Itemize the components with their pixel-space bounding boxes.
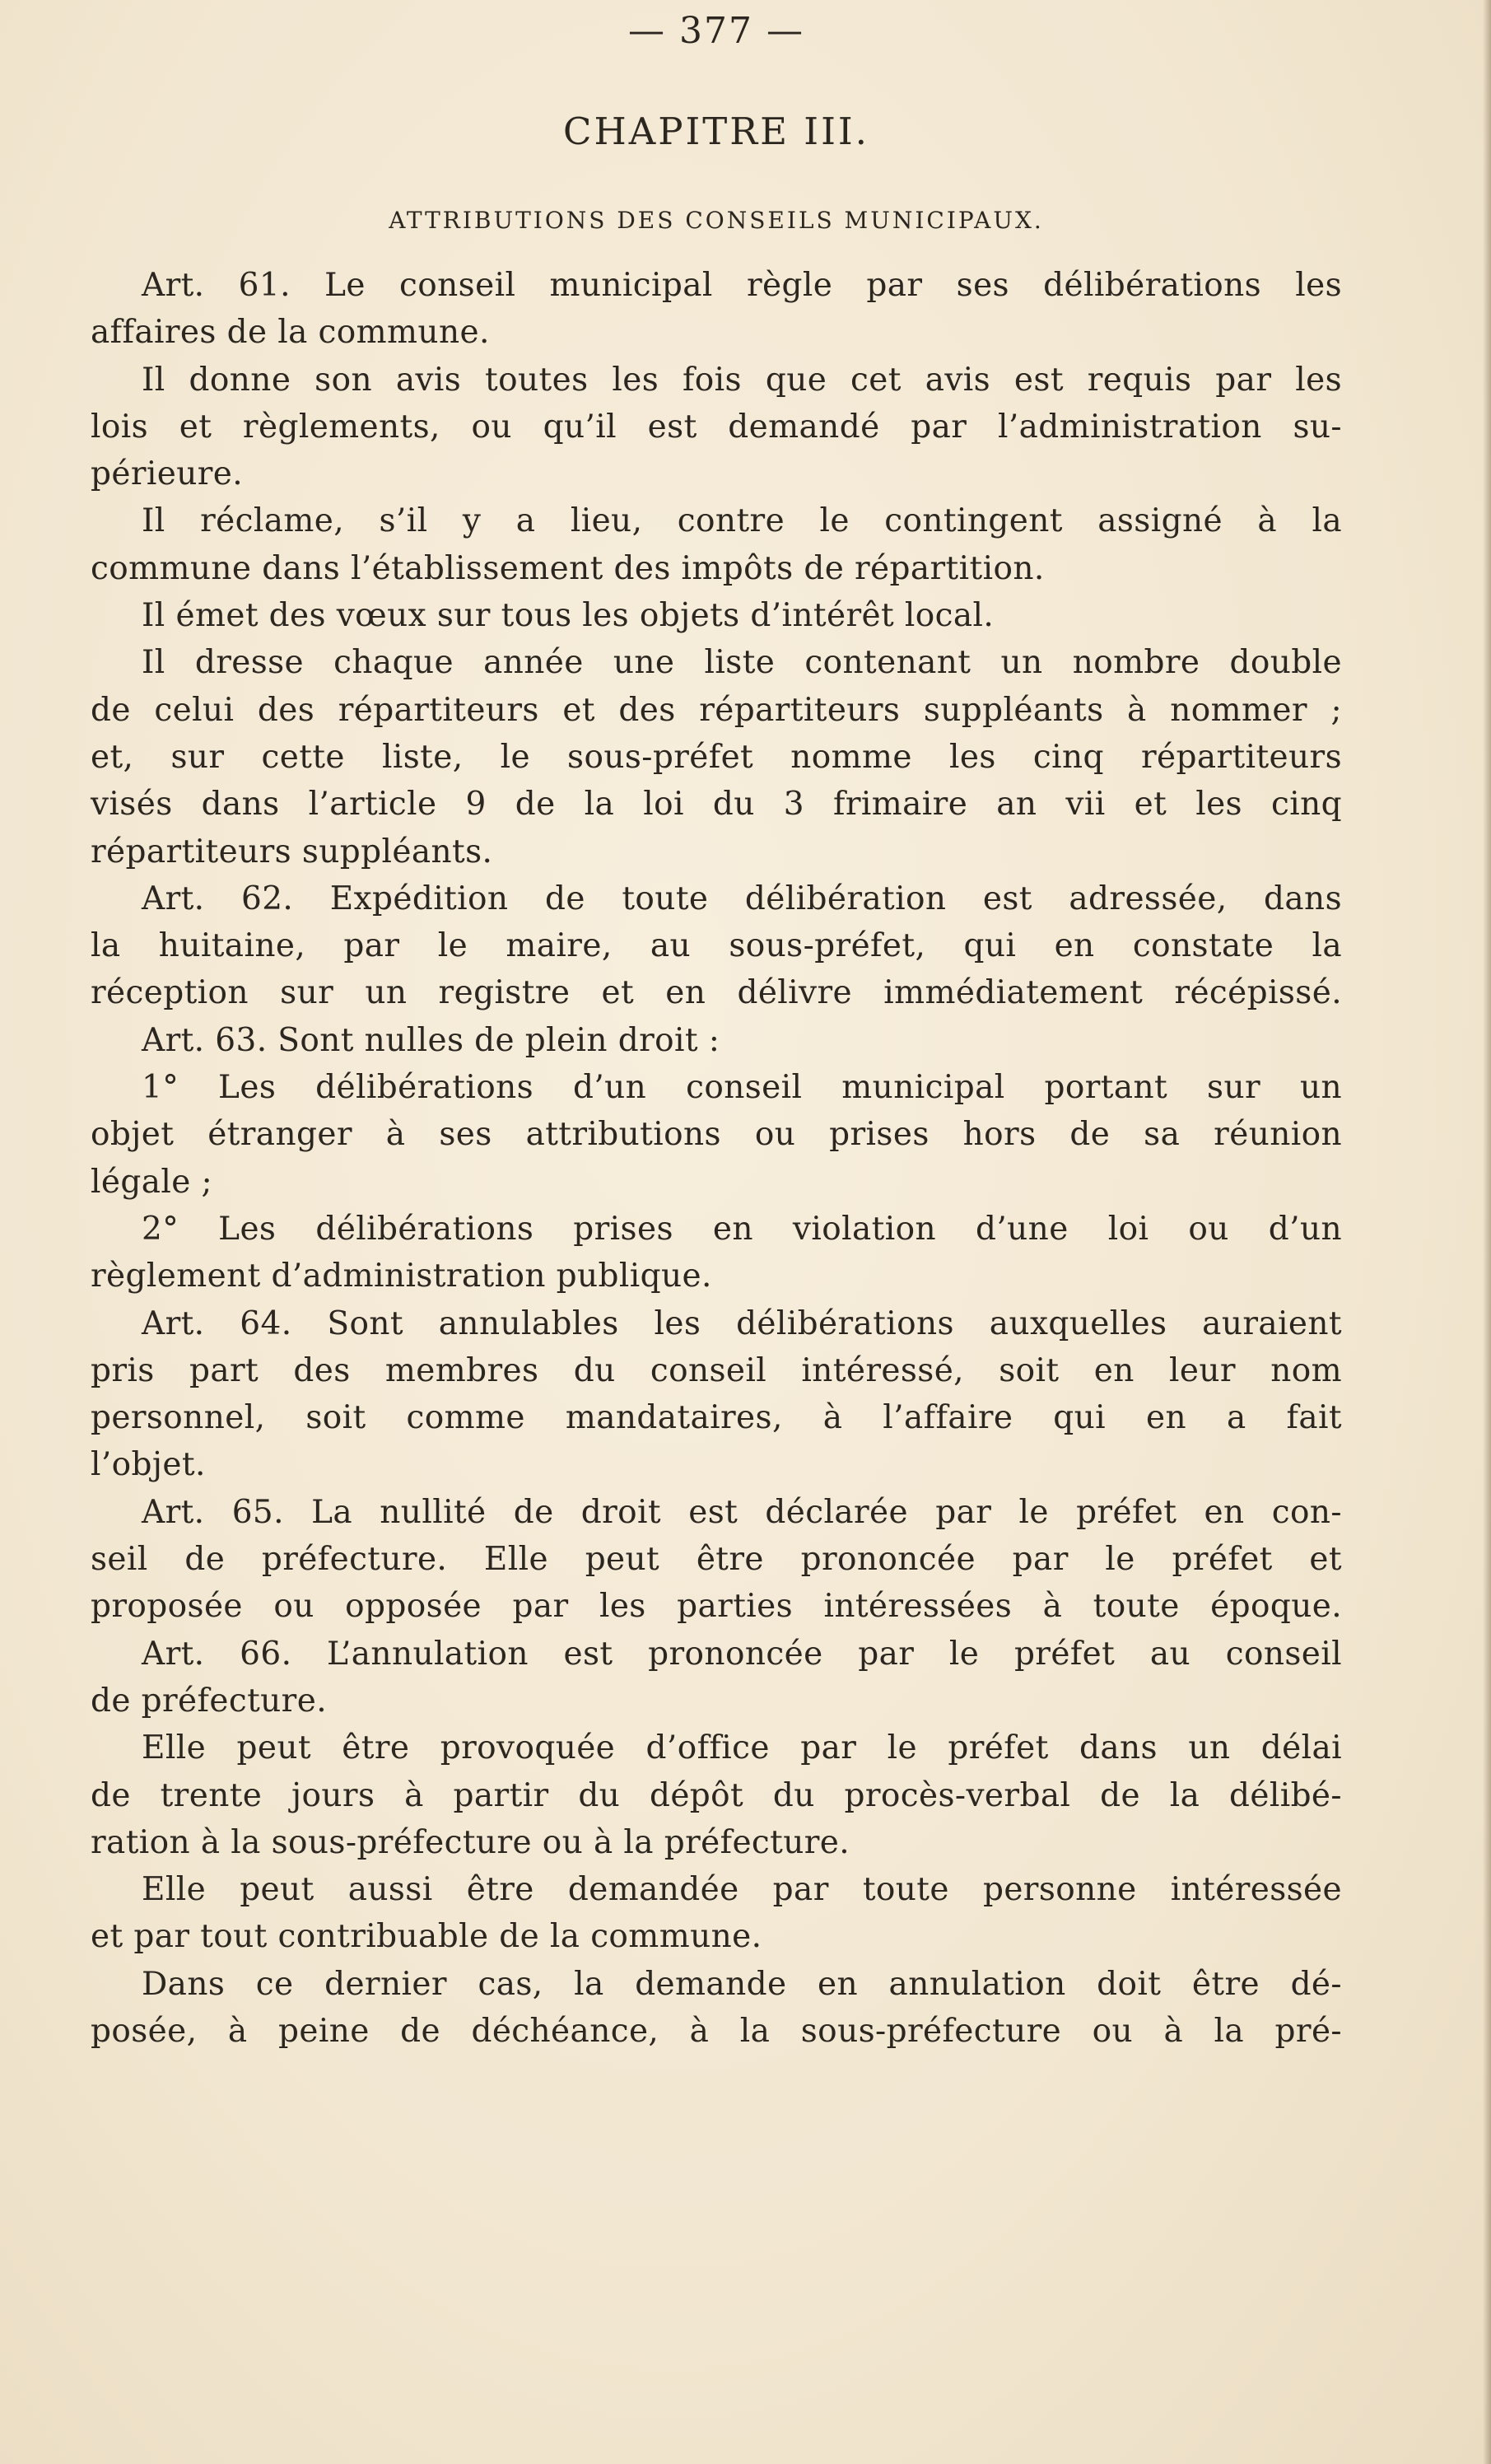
text-line: 1° Les délibérations d’un conseil municipal portant sur un xyxy=(142,1069,1342,1107)
text-line: ration à la sous-préfecture ou à la préfecture. xyxy=(91,1823,850,1861)
page-number: — 377 — xyxy=(628,10,804,52)
text-line: Art. 66. L’annulation est prononcée par le préfet au conseil xyxy=(142,1635,1342,1673)
text-line: commune dans l’établissement des impôts de répartition. xyxy=(91,549,1045,587)
text-line: Art. 65. La nullité de droit est déclarée par le préfet en con- xyxy=(142,1493,1342,1531)
text-line: répartiteurs suppléants. xyxy=(91,833,493,870)
chapter-title: CHAPITRE III. xyxy=(563,110,869,153)
text-line: Art. 63. Sont nulles de plein droit : xyxy=(142,1021,720,1059)
text-line: de trente jours à partir du dépôt du procès-verbal de la délibé- xyxy=(91,1776,1342,1814)
text-line: pris part des membres du conseil intéressé, soit en leur nom xyxy=(91,1351,1342,1389)
text-line: visés dans l’article 9 de la loi du 3 frimaire an vii et les cinq xyxy=(91,786,1342,824)
text-line: Art. 62. Expédition de toute délibération est adressée, dans xyxy=(142,880,1342,917)
text-line: 2° Les délibérations prises en violation d’une loi ou d’un xyxy=(142,1210,1342,1248)
text-line: proposée ou opposée par les parties intéressées à toute époque. xyxy=(91,1588,1342,1626)
text-line: Art. 61. Le conseil municipal règle par ses délibérations les xyxy=(142,267,1342,304)
text-line: objet étranger à ses attributions ou prises hors de sa réunion xyxy=(91,1116,1342,1154)
text-line: lois et règlements, ou qu’il est demandé par l’administration su- xyxy=(91,408,1342,446)
section-heading: ATTRIBUTIONS DES CONSEILS MUNICIPAUX. xyxy=(389,207,1044,234)
text-line: règlement d’administration publique. xyxy=(91,1258,712,1295)
text-line: Il émet des vœux sur tous les objets d’intérêt local. xyxy=(142,597,995,635)
text-line: personnel, soit comme mandataires, à l’affaire qui en a fait xyxy=(91,1399,1342,1437)
text-line: Elle peut être provoquée d’office par le préfet dans un délai xyxy=(142,1729,1342,1767)
page-edge-shadow xyxy=(1483,0,1491,2464)
body-text xyxy=(91,262,1342,2055)
text-line: Elle peut aussi être demandée par toute personne intéressée xyxy=(142,1871,1342,1909)
text-line: et par tout contribuable de la commune. xyxy=(91,1918,762,1956)
text-line: Il dresse chaque année une liste contenant un nombre double xyxy=(142,644,1342,682)
text-line: la huitaine, par le maire, au sous-préfet, qui en constate la xyxy=(91,927,1342,965)
text-line: et, sur cette liste, le sous-préfet nomme les cinq répartiteurs xyxy=(91,738,1342,776)
text-line: seil de préfecture. Elle peut être prononcée par le préfet et xyxy=(91,1541,1342,1579)
text-line: périeure. xyxy=(91,455,244,493)
text-line: Art. 64. Sont annulables les délibérations auxquelles auraient xyxy=(142,1304,1342,1342)
text-line: Dans ce dernier cas, la demande en annulation doit être dé- xyxy=(142,1965,1342,2003)
text-line: l’objet. xyxy=(91,1446,206,1484)
text-line: réception sur un registre et en délivre immédiatement récépissé. xyxy=(91,974,1342,1012)
text-line: affaires de la commune. xyxy=(91,314,490,352)
text-line: légale ; xyxy=(91,1163,213,1201)
text-line: de celui des répartiteurs et des répartiteurs suppléants à nommer ; xyxy=(91,691,1342,729)
text-line: de préfecture. xyxy=(91,1682,327,1720)
text-line: Il réclame, s’il y a lieu, contre le contingent assigné à la xyxy=(142,502,1342,540)
text-line: Il donne son avis toutes les fois que cet avis est requis par les xyxy=(142,361,1342,399)
text-line: posée, à peine de déchéance, à la sous-préfecture ou à la pré- xyxy=(91,2012,1342,2050)
